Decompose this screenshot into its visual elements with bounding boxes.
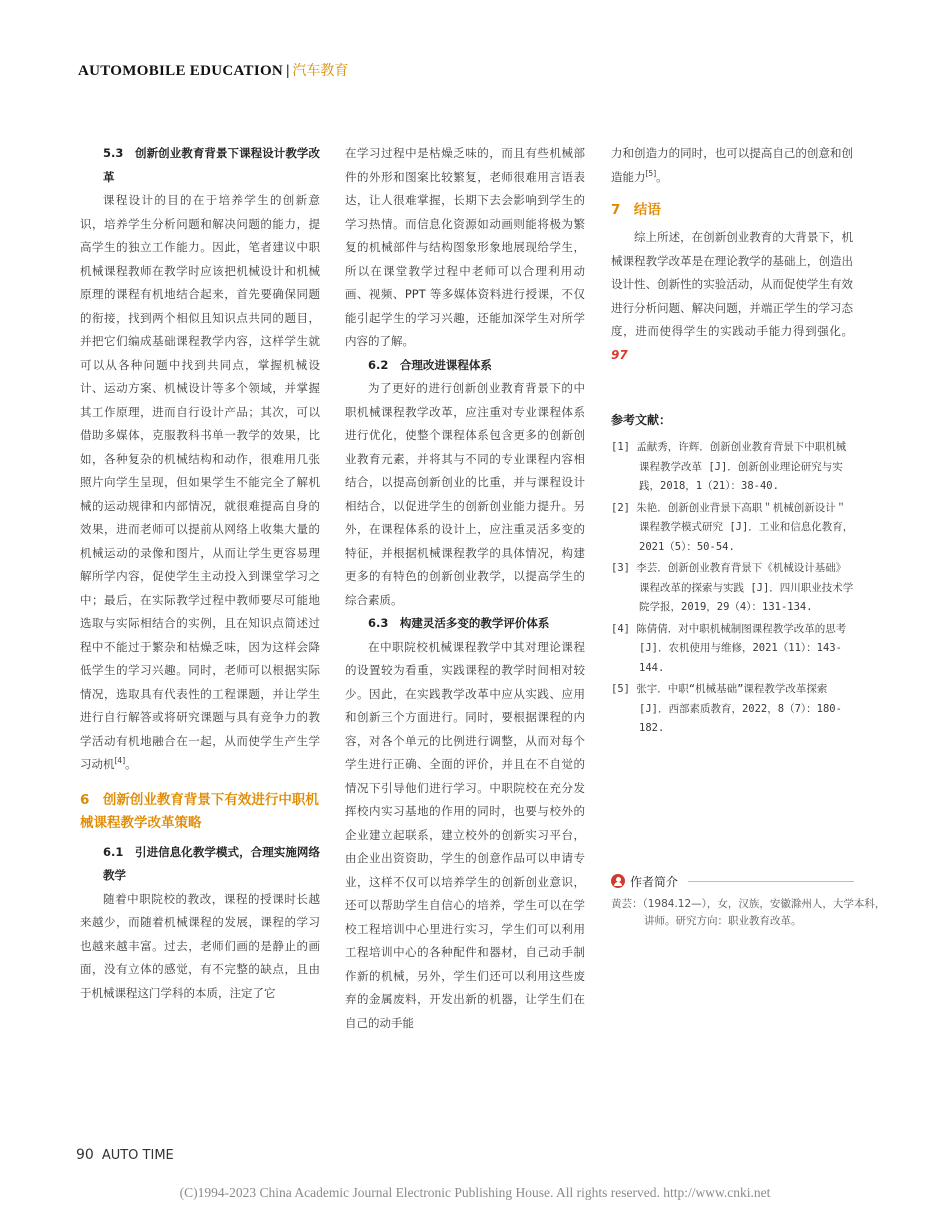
person-icon [611,874,625,888]
section-6-3-body: 在中职院校机械课程教学中其对理论课程的设置较为看重，实践课程的教学时间相对较少。因此，在实践教学改革中应从实践、应用和创新三个方面进行。同时，要根据课程的内容，对各个单元的比例进行调整，从而对每个学生进行正确、全面的评价，并且在不自觉的情况下引导他们进行学习。中职院校在充分发挥校内实习基地的作用的同时，也要与校外的企业建立起联系，建立校外的创新实习平台，由企业出资资助，学生的创意作品可以申请专业，这样不仅可以培养学生的创新创业意识，还可以帮助学生自信心的培养，学生可以在学校工程培训中心里进行实习，学生们可以利用工程培训中心的各种配件和器材，自己动手制作新的机械，另外，学生们还可以利用这些废弃的金属废料，开发出新的机器，让学生们在自己的动手能 [345,639,585,1030]
author-bio-header [611,872,854,890]
section-6-2-title: 6.2 合理改进课程体系 [368,357,492,372]
page-number: 90 [76,1147,94,1163]
section-7-heading: 7 结语 [611,202,661,218]
section-5-3-body: 课程设计的目的在于培养学生的创新意识，培养学生分析问题和解决问题的能力，提高学生的独立工作能力。因此，笔者建议中职机械课程教师在教学时应该把机械设计和机械原理的课程有机地结合起来，首先要确保同题的衔接，找到两个相似且知识点共同的题目，并把它们编成基础课程教学内容，这样学生就可以从各种问题中找到共同点，掌握机械设计、运动方案、机械设计等多个领域，并掌握其工作原理，进而自行设计产品；其次，可以借助多媒体，克服教科书单一教学的效果，比如，各种复杂的机械结构和动作，很难用几张照片向学生呈现，但如果学生不能完全了解机械的运动规律和内部情况，就很难提高自身的效果，进而老师可以提前从网络上收集大量的机械运动的录像和图片，从而让学生更容易理解所学内容，促使学生主动投入到课堂学习之中；最后，在实际教学过程中教师要尽可能地选取与实际相结合的实例，且在知识点简述过程中不能过于繁杂和枯燥乏味，因为这样会降低学生的学习兴趣。同时，老师可以根据实际情况，选取具有代表性的工程课题，并让学生进行自行解答或将研究课题与具有竞争力的教学活动有机地融合在一起，从而使学生产生学习动机[4]。 [80,193,320,771]
references-title: 参考文献： [611,413,672,427]
running-header [78,58,348,83]
section-5-3-title: 5.3 创新创业教育背景下课程设计教学改革 [103,146,320,184]
reference-item: [1] 孟献秀，许辉．创新创业教育背景下中职机械课程教学改革 [J]．创新创业理论研究与实践，2018，1（21）：38-40. [611,441,847,492]
section-6-heading: 6 创新创业教育背景下有效进行中职机械课程教学改革策略 [80,791,319,831]
citation-5[interactable]: [5] [645,168,657,178]
section-6-1-body: 随着中职院校的教改，课程的授课时长越来越少，而随着机械课程的发展，课程的学习也越来越丰富。过去，老师们画的是静止的画面，没有立体的感觉，有不完整的缺点，且由于机械课程这门学科的本质，注定了它 [80,891,320,1000]
section-6-3-title: 6.3 构建灵活多变的教学评价体系 [368,616,550,630]
column-1 [80,142,320,1005]
header-journal-en: AUTOMOBILE EDUCATION [78,63,284,79]
section-6-2-body: 为了更好的进行创新创业教育背景下的中职机械课程教学改革，应注重对专业课程体系进行优化，使整个课程体系包含更多的创新创业教育元素，并将其与不同的专业课程内容相结合，以提高创新创业的比重，并与课程设计相结合，以促进学生的创新创业能力提升。另外，在课程体系的设计上，应注重灵活多变的特征，并根据机械课程教学的具体情况，构建更多的有特色的创新创业教学，以提高学生的综合素质。 [345,381,585,607]
divider [688,881,854,882]
section-6-3-continued: 力和创造力的同时，也可以提高自己的创意和创造能力[5]。 [611,146,853,184]
footer-magazine: AUTO TIME [101,1148,174,1163]
header-journal-cn: 汽车教育 [292,63,349,79]
page-footer [76,1147,174,1163]
copyright-notice: (C)1994-2023 China Academic Journal Electronic Publishing House. All rights reserved. http://www.cnki.net [179,1185,771,1200]
author-bio-title: 作者简介 [630,874,679,889]
section-6-1-title: 6.1 引进信息化教学模式，合理实施网络教学 [103,844,320,882]
section-6-1-continued: 在学习过程中是枯燥乏味的，而且有些机械部件的外形和图案比较繁复，老师很难用言语表达，让人很难掌握，长期下去会影响到学生的学习热情。而信息化资源如动画则能将极为繁复的机械部件与结构图象形象地展现给学生，所以在课堂教学过程中老师可以合理利用动画、视频、PPT 等多媒体资料进行授课，不仅能引起学生的学习兴趣，还能加深学生对所学内容的了解。 [345,146,585,348]
author-bio-text: 黄芸：（1984.12—），女，汉族，安徽滁州人，大学本科，讲师。研究方向：职业教育改革。 [611,898,886,927]
reference-item: [3] 李芸．创新创业教育背景下《机械设计基础》课程改革的探索与实践 [J]．四川职业技术学院学报，2019，29（4）：131-134. [611,562,854,613]
header-separator: | [286,63,290,79]
reference-item: [5] 张宇．中职“机械基础”课程教学改革探索 [J]．西部素质教育，2022，8（7）：180-182. [611,683,842,734]
end-mark-logo: 97 [611,347,628,362]
column-3 [611,142,853,367]
references-list [611,438,854,741]
citation-4[interactable]: [4] [114,756,126,766]
reference-item: [2] 朱艳．创新创业背景下高职＂机械创新设计＂课程教学模式研究 [J]．工业和信息化教育，2021（5）：50-54. [611,501,854,553]
reference-item: [4] 陈倩倩．对中职机械制图课程教学改革的思考 [J]．农机使用与维修，2021（11）：143-144. [611,622,847,674]
column-2 [345,142,585,1035]
conclusion-body: 综上所述，在创新创业教育的大背景下，机械课程教学改革是在理论教学的基础上，创造出设计性、创新性的实验活动，从而促使学生有效进行分析问题、解决问题，并端正学生的学习态度，进而使得学生的实践动手能力得到强化。97 [611,230,853,362]
